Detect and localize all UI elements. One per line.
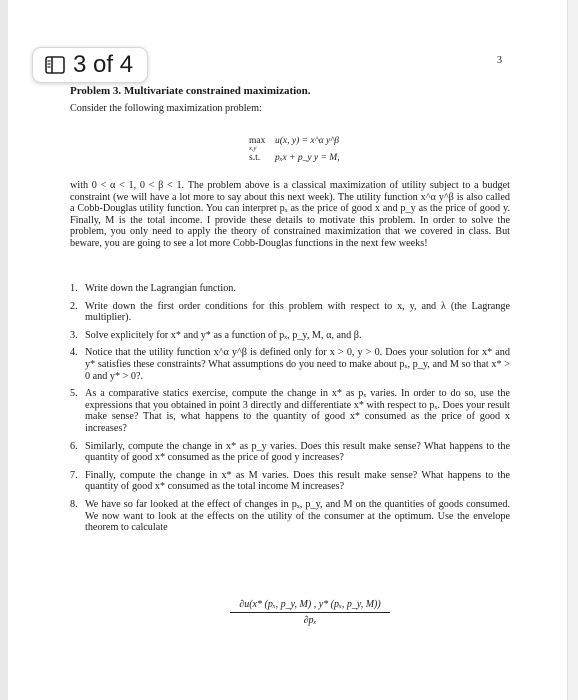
- list-item: 5. As a comparative statics exercise, compute the change in x* as pₓ varies. In order to do so, use the expressions that you obtained in point 3 directly and differentiate x* with respect to pₓ. Does your result make sense? That is, what happens to the quantity of good x* consumed as the price of good x increases?: [70, 388, 510, 434]
- page-number: 3: [497, 55, 502, 66]
- max-subscript: x,y: [249, 145, 257, 152]
- list-item: 3. Solve explicitely for x* and y* as a function of pₓ, p_y, M, α, and β.: [70, 329, 362, 341]
- max-operator: max x,y: [249, 135, 275, 152]
- derivative-denominator: ∂pₓ: [303, 615, 317, 626]
- envelope-derivative: [230, 599, 390, 626]
- page-indicator[interactable]: [32, 47, 148, 83]
- list-item: 2. Write down the first order conditions for this problem with respect to x, y, and λ (the Lagrange multiplier).: [70, 300, 510, 324]
- budget-constraint: pₓx + p_y y = M,: [275, 153, 340, 163]
- page-thumbnail-icon: [45, 56, 65, 74]
- viewer-scrollbar[interactable]: [567, 0, 578, 700]
- problem-header: [70, 86, 510, 120]
- list-item: 8. We have so far looked at the effect of changes in pₓ, p_y, and M on the quantities of goods consumed. We now want to look at the effects on the utility of the consumer at the optimum. Use the envelope theorem to calculate: [70, 498, 510, 534]
- objective-function: u(x, y) = x^α y^β: [275, 136, 339, 146]
- maximization-problem: [249, 135, 340, 164]
- question-list: [70, 283, 510, 540]
- subject-to-label: s.t.: [249, 153, 261, 163]
- list-item: 6. Similarly, compute the change in x* as p_y varies. Does this result make sense? What happens to the quantity of good x* consumed as the price of good y increases?: [70, 440, 510, 464]
- page-indicator-label: 3 of 4: [73, 51, 134, 78]
- list-item: 7. Finally, compute the change in x* as M varies. Does this result make sense? What happens to the quantity of good x* consumed as the total income M increases?: [70, 469, 510, 493]
- problem-title: Problem 3. Multivariate constrained maximization.: [70, 85, 311, 97]
- problem-intro: Consider the following maximization problem:: [70, 102, 262, 114]
- list-item: 4. Notice that the utility function x^α y^β is defined only for x > 0, y > 0. Does your solution for x* and y* satisfies these constraints? What assumptions do you need to make about pₓ, p_y, and M so that x* > 0 and y* > 0?.: [70, 347, 510, 382]
- viewer-left-edge: [0, 0, 8, 700]
- derivative-numerator: ∂u(x* (pₓ, p_y, M) , y* (pₓ, p_y, M)): [230, 599, 390, 613]
- list-item: 1. Write down the Lagrangian function.: [70, 283, 236, 294]
- problem-description: with 0 < α < 1, 0 < β < 1. The problem above is a classical maximization of utility subject to a budget constraint (we will have a lot more to say about this next week). The utility function x^α y^β is also called a Cobb-Douglas utility function. You can interpret pₓ as the price of good x and p_y as the price of good y. Finally, M is the total income. I provide these details to motivate this problem. In order to solve the problem, you only need to apply the theory of constrained maximization that we covered in class. But beware, you are going to see a lot more Cobb-Douglas functions in the next few weeks!: [70, 180, 510, 249]
